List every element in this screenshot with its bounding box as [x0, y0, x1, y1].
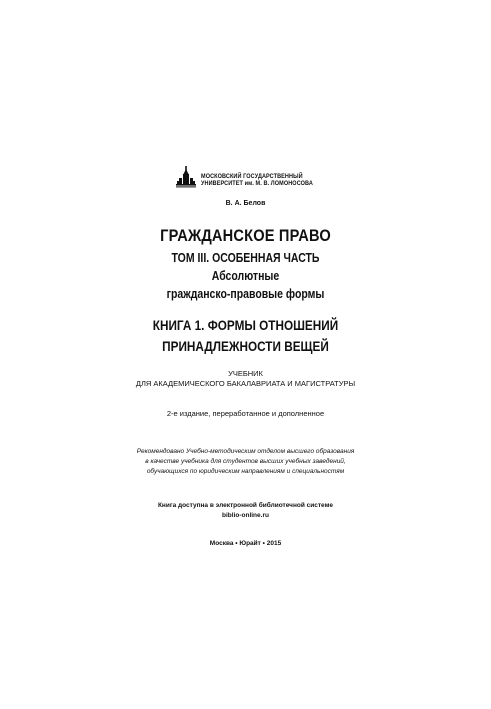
- publisher-name: [201, 174, 313, 188]
- edition-note: 2-е издание, переработанное и дополненное: [166, 409, 325, 418]
- book-title-line-2: ПРИНАДЛЕЖНОСТИ ВЕЩЕЙ: [162, 338, 329, 354]
- recommendation-line-3: обучающихся по юридическим направлениям и специальностям: [146, 468, 345, 475]
- main-title: ГРАЖДАНСКОЕ ПРАВО: [160, 226, 331, 245]
- access-note: Книга доступна в электронной библиотечной системе: [157, 502, 334, 509]
- publisher-line-1: МОСКОВСКИЙ ГОСУДАРСТВЕННЫЙ: [201, 174, 303, 180]
- access-url: biblio-online.ru: [222, 512, 269, 519]
- publisher-line-2: УНИВЕРСИТЕТ им. М. В. ЛОМОНОСОВА: [201, 181, 313, 187]
- recommendation-line-1: Рекомендовано Учебно-методическим отделом высшего образования: [136, 448, 355, 455]
- publisher-logo-block: [176, 166, 323, 188]
- volume-title: ТОМ III. ОСОБЕННАЯ ЧАСТЬ: [171, 251, 320, 265]
- university-building-icon: [176, 166, 196, 188]
- imprint: Москва • Юрайт • 2015: [209, 540, 282, 547]
- doc-type-line-2: ДЛЯ АКАДЕМИЧЕСКОГО БАКАЛАВРИАТА И МАГИСТРАТУРЫ: [135, 379, 356, 388]
- book-title-line-1: КНИГА 1. ФОРМЫ ОТНОШЕНИЙ: [152, 317, 339, 333]
- author-name: В. А. Белов: [225, 200, 266, 207]
- subtitle-line-1: Абсолютные: [211, 269, 280, 283]
- doc-type-line-1: УЧЕБНИК: [228, 369, 263, 378]
- subtitle-line-2: гражданско-правовые формы: [166, 287, 325, 301]
- recommendation-line-2: в качестве учебника для студентов высших учебных заведений,: [145, 458, 346, 465]
